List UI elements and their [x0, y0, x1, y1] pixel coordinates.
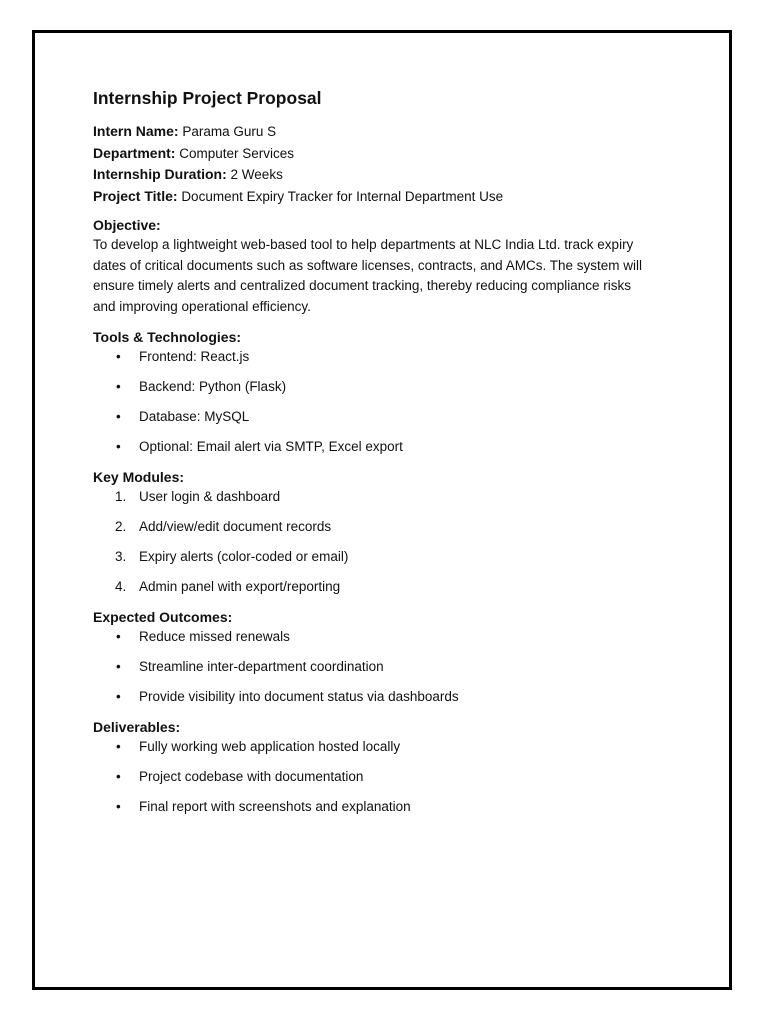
list-item — [93, 377, 673, 397]
list-item — [93, 797, 673, 817]
bullet-icon: • — [116, 799, 121, 814]
document-body — [93, 86, 673, 817]
meta-block — [93, 121, 673, 207]
list-number: 2. — [115, 519, 127, 534]
tools-list — [93, 347, 673, 457]
list-item-text: Admin panel with export/reporting — [139, 579, 341, 594]
list-item — [93, 407, 673, 427]
list-item-text: Streamline inter-department coordination — [139, 659, 384, 674]
meta-value: 2 Weeks — [230, 167, 283, 182]
bullet-icon: • — [116, 659, 121, 674]
meta-label: Internship Duration: — [93, 166, 227, 182]
list-item-text: Project codebase with documentation — [139, 769, 364, 784]
bullet-icon: • — [116, 409, 121, 424]
objective-heading: Objective: — [93, 217, 161, 233]
list-item — [93, 437, 673, 457]
outcomes-list — [93, 627, 673, 707]
meta-value: Computer Services — [179, 145, 295, 161]
list-number: 3. — [115, 549, 127, 564]
list-item-text: Optional: Email alert via SMTP, Excel export — [139, 439, 403, 454]
list-item — [93, 577, 673, 597]
list-item — [93, 487, 673, 507]
list-item-text: Add/view/edit document records — [139, 519, 332, 534]
meta-label: Project Title: — [93, 187, 178, 204]
meta-value: Document Expiry Tracker for Internal Department Use — [181, 188, 504, 204]
meta-label: Intern Name: — [93, 123, 179, 139]
document-title: Internship Project Proposal — [93, 88, 322, 108]
list-item — [93, 517, 673, 537]
objective-line: To develop a lightweight web-based tool to help departments at NLC India Ltd. track expiry — [93, 237, 634, 252]
meta-project-title — [93, 186, 673, 208]
list-item-text: Fully working web application hosted locally — [139, 739, 401, 754]
tools-heading: Tools & Technologies: — [93, 329, 242, 345]
list-number: 1. — [115, 489, 127, 504]
list-item — [93, 547, 673, 567]
bullet-icon: • — [116, 629, 121, 644]
meta-intern-name — [93, 121, 673, 143]
list-item-text: Expiry alerts (color-coded or email) — [139, 549, 349, 564]
outcomes-heading: Expected Outcomes: — [93, 609, 233, 625]
meta-label: Department: — [93, 144, 176, 161]
list-item-text: Database: MySQL — [139, 409, 250, 424]
deliverables-list — [93, 737, 673, 817]
list-item — [93, 627, 673, 647]
objective-line: and improving operational efficiency. — [93, 298, 311, 314]
objective-paragraph — [93, 235, 673, 317]
meta-department — [93, 143, 673, 165]
deliverables-heading: Deliverables: — [93, 719, 181, 735]
meta-value: Parama Guru S — [182, 124, 277, 139]
bullet-icon: • — [116, 439, 121, 454]
list-item-text: User login & dashboard — [139, 489, 281, 504]
bullet-icon: • — [116, 739, 121, 754]
list-item-text: Frontend: React.js — [139, 349, 250, 364]
bullet-icon: • — [116, 379, 121, 394]
list-item — [93, 687, 673, 707]
bullet-icon: • — [116, 769, 121, 784]
list-item — [93, 347, 673, 367]
objective-line: ensure timely alerts and centralized document tracking, thereby reducing compliance risks — [93, 278, 632, 293]
list-item-text: Backend: Python (Flask) — [139, 379, 287, 394]
objective-line: dates of critical documents such as software licenses, contracts, and AMCs. The system will — [93, 257, 642, 273]
list-item-text: Reduce missed renewals — [139, 629, 290, 644]
list-item-text: Provide visibility into document status via dashboards — [139, 689, 459, 704]
modules-heading: Key Modules: — [93, 469, 185, 485]
bullet-icon: • — [116, 349, 121, 364]
meta-duration — [93, 164, 673, 186]
list-item — [93, 767, 673, 787]
list-item-text: Final report with screenshots and explanation — [139, 799, 411, 814]
bullet-icon: • — [116, 689, 121, 704]
modules-list — [93, 487, 673, 597]
list-item — [93, 657, 673, 677]
list-item — [93, 737, 673, 757]
list-number: 4. — [115, 579, 127, 594]
